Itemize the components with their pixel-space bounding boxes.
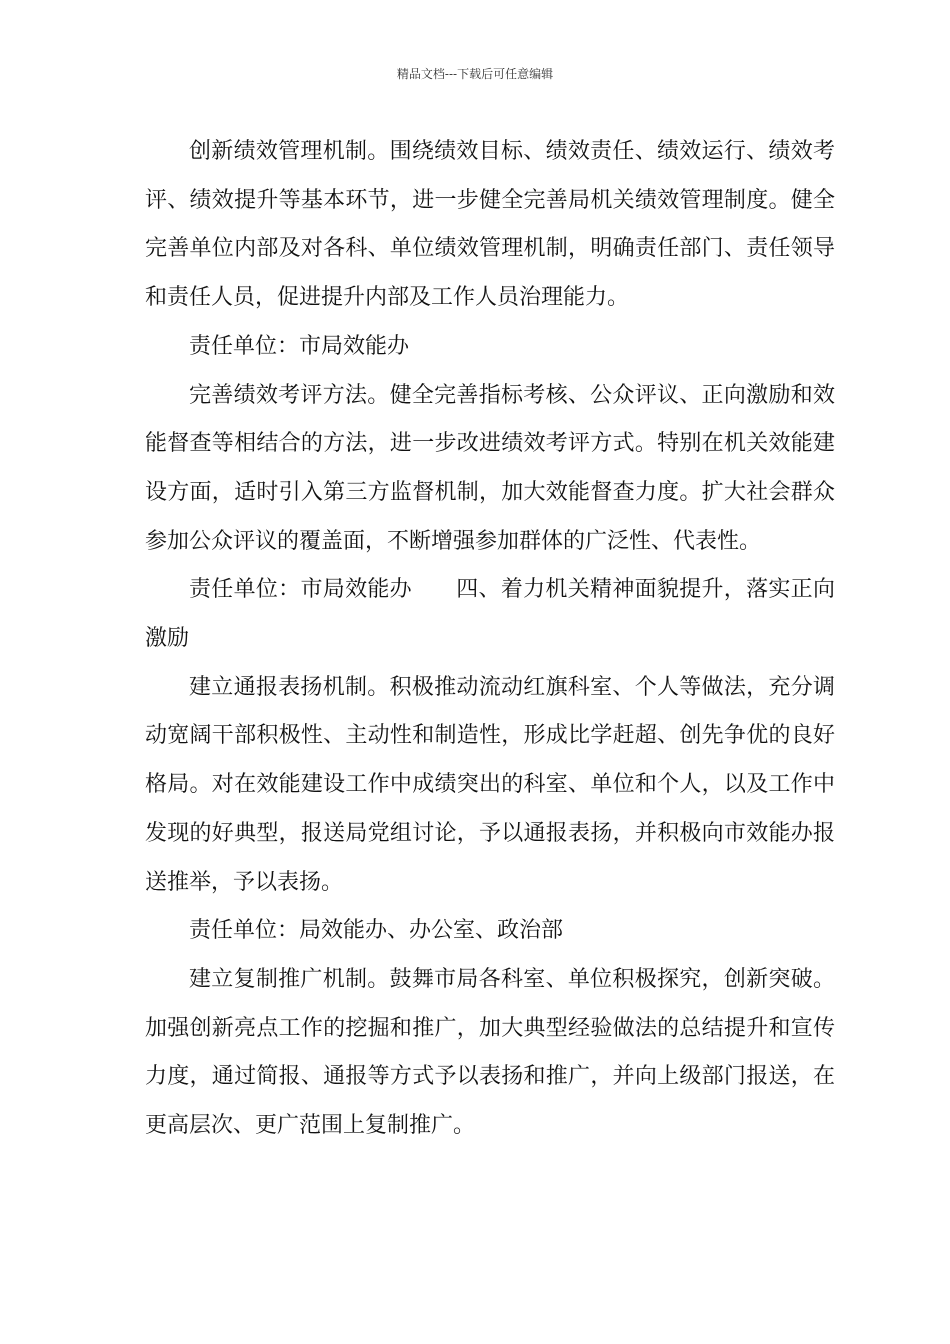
responsible-unit-2-text: 责任单位：市局效能办 [189,577,412,603]
page-header: 精品文档---下载后可任意编辑 [396,67,554,81]
document-body [145,128,835,1151]
paragraph-evaluation-method: 完善绩效考评方法。健全完善指标考核、公众评议、正向激励和效能督查等相结合的方法，进一步改进绩效考评方式。特别在机关效能建设方面，适时引入第三方监督机制，加大效能督查力度。扩大社会群众参加公众评议的覆盖面，不断增强参加群体的广泛性、代表性。 [145,382,835,554]
paragraph-responsible-unit-3: 责任单位：局效能办、办公室、政治部 [189,918,564,944]
paragraph-responsible-unit-1: 责任单位：市局效能办 [189,333,410,359]
paragraph-replication-mechanism: 建立复制推广机制。鼓舞市局各科室、单位积极探究，创新突破。加强创新亮点工作的挖掘和推广，加大典型经验做法的总结提升和宣传力度，通过简报、通报等方式予以表扬和推广，并向上级部门报送，在更高层次、更广范围上复制推广。 [145,966,835,1139]
paragraph-notification-mechanism: 建立通报表扬机制。积极推动流动红旗科室、个人等做法，充分调动宽阔干部积极性、主动性和制造性，形成比学赶超、创先争优的良好格局。对在效能建设工作中成绩突出的科室、单位和个人，以及工作中发现的好典型，报送局党组讨论，予以通报表扬，并积极向市效能办报送推举，予以表扬。 [145,674,835,895]
paragraph-responsible-unit-2 [145,566,835,663]
paragraph-performance-mechanism: 创新绩效管理机制。围绕绩效目标、绩效责任、绩效运行、绩效考评、绩效提升等基本环节，进一步健全完善局机关绩效管理制度。健全完善单位内部及对各科、单位绩效管理机制，明确责任部门、责任领导和责任人员，促进提升内部及工作人员治理能力。 [145,139,835,311]
section-heading-four: 四、着力机关精神面貌提升，落实正向激励 [145,577,835,652]
